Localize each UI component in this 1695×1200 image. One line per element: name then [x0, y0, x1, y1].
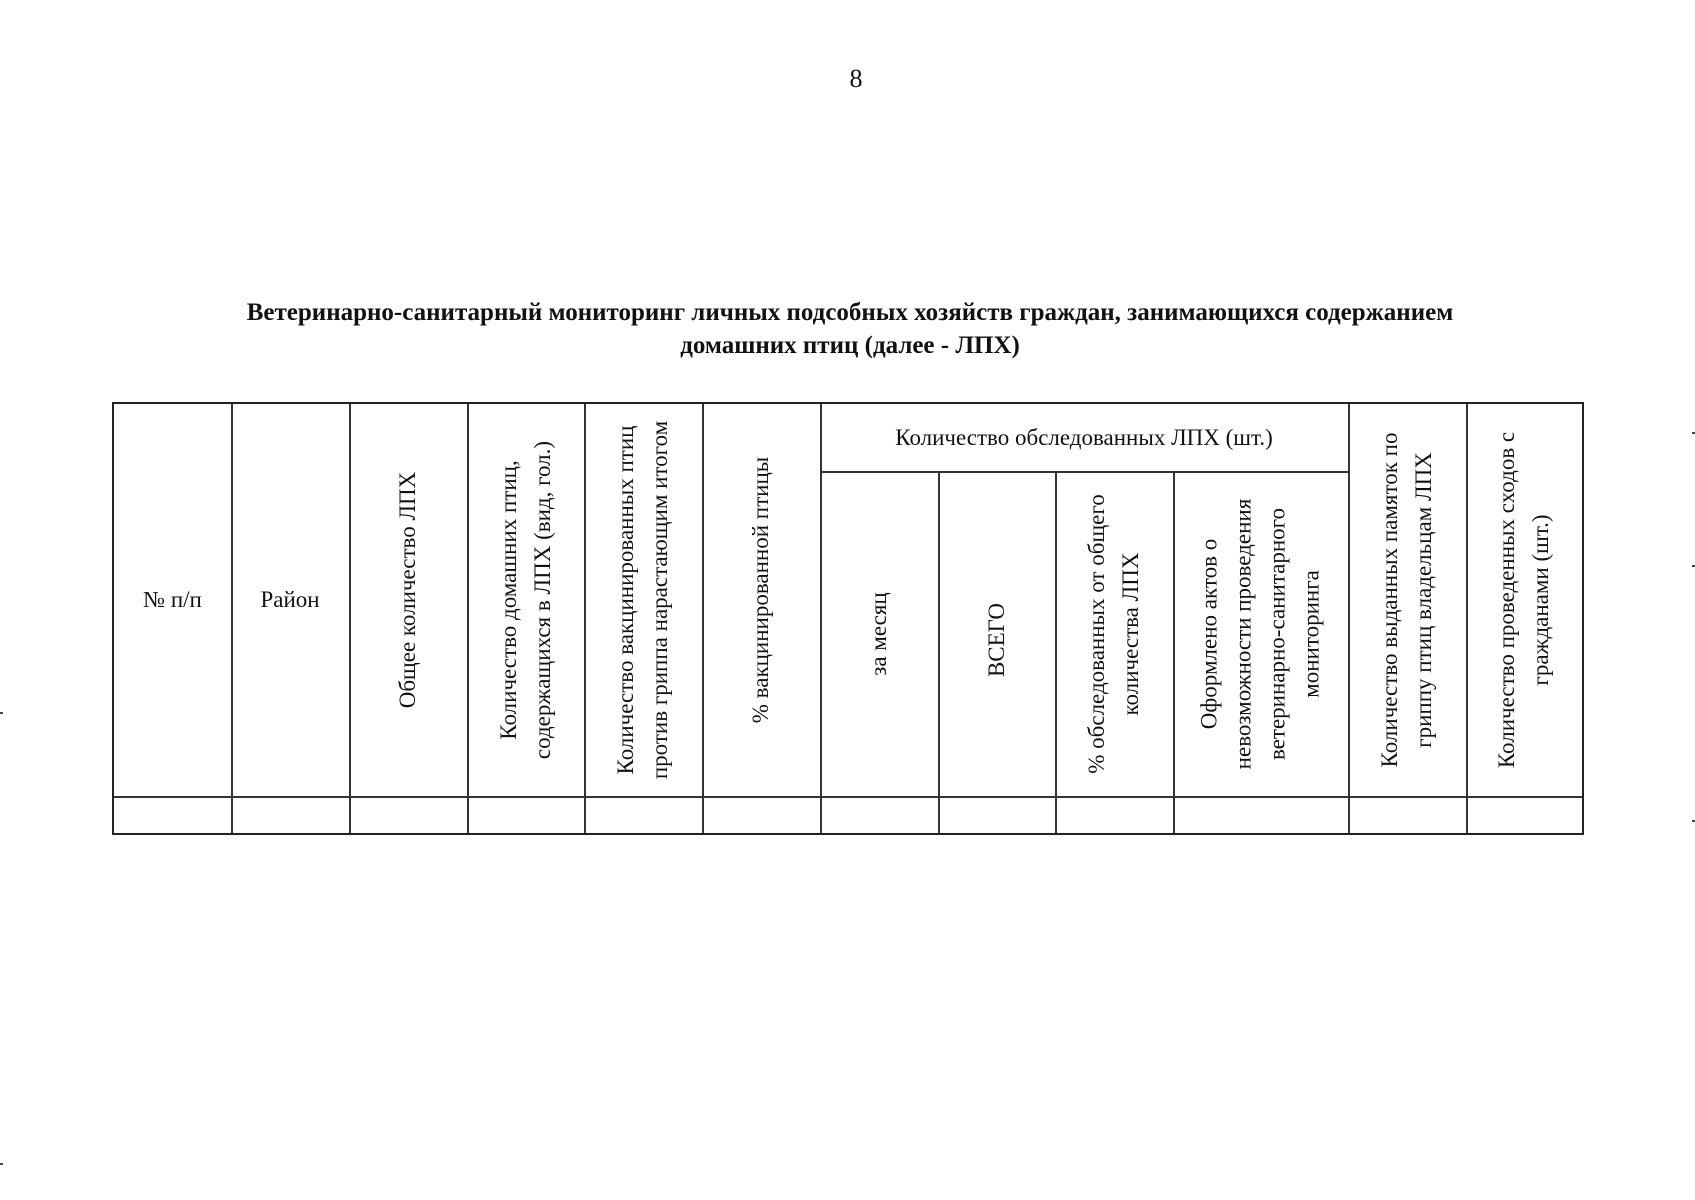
document-title-line-1: Ветеринарно-санитарный мониторинг личных подсобных хозяйств граждан, занимающихся содержанием [246, 299, 1454, 326]
header-surveyed-total [938, 471, 1055, 796]
header-acts-text: Оформлено актов о невозможности проведения ветеринарно-санитарного мониторинга [1196, 498, 1324, 769]
header-surveyed-percent [1055, 471, 1173, 796]
header-leaflets-text: Количество выданных памяток по гриппу птиц владельцам ЛПХ [1377, 432, 1436, 768]
scan-mark [0, 1163, 3, 1165]
document-title-line-2: домашних птиц (далее - ЛПХ) [680, 332, 1020, 359]
header-meetings [1466, 404, 1582, 796]
header-surveyed-total-text: ВСЕГО [983, 602, 1009, 677]
header-leaflets [1348, 404, 1466, 796]
header-total-lph [349, 404, 467, 796]
header-birds-count-text: Количество домашних птиц, содержащихся в ЛПХ (вид, гол.) [495, 440, 555, 760]
header-vaccinated-percent [702, 404, 820, 796]
document-title [140, 296, 1560, 362]
header-vaccinated-percent-text: % вакцинированной птицы [748, 456, 773, 724]
header-meetings-text: Количество проведенных сходов с гражданами (шт.) [1494, 431, 1553, 769]
header-district: Район [260, 587, 320, 612]
header-total-lph-text: Общее количество ЛПХ [395, 471, 420, 709]
header-vaccinated-text: Количество вакцинированных птиц против гриппа нарастающим итогом [613, 420, 672, 780]
header-surveyed-month-text: за месяц [866, 591, 891, 676]
table-divider [114, 796, 1582, 798]
header-number: № п/п [143, 587, 202, 612]
page-number: 8 [849, 64, 863, 93]
monitoring-table [112, 402, 1584, 835]
header-surveyed-month [820, 471, 938, 796]
scan-mark [0, 712, 3, 714]
header-acts [1173, 471, 1348, 796]
header-surveyed-group: Количество обследованных ЛПХ (шт.) [895, 424, 1273, 450]
header-birds-count [467, 404, 584, 796]
header-surveyed-percent-text: % обследованных от общего количества ЛПХ [1084, 493, 1143, 774]
header-vaccinated [584, 404, 702, 796]
